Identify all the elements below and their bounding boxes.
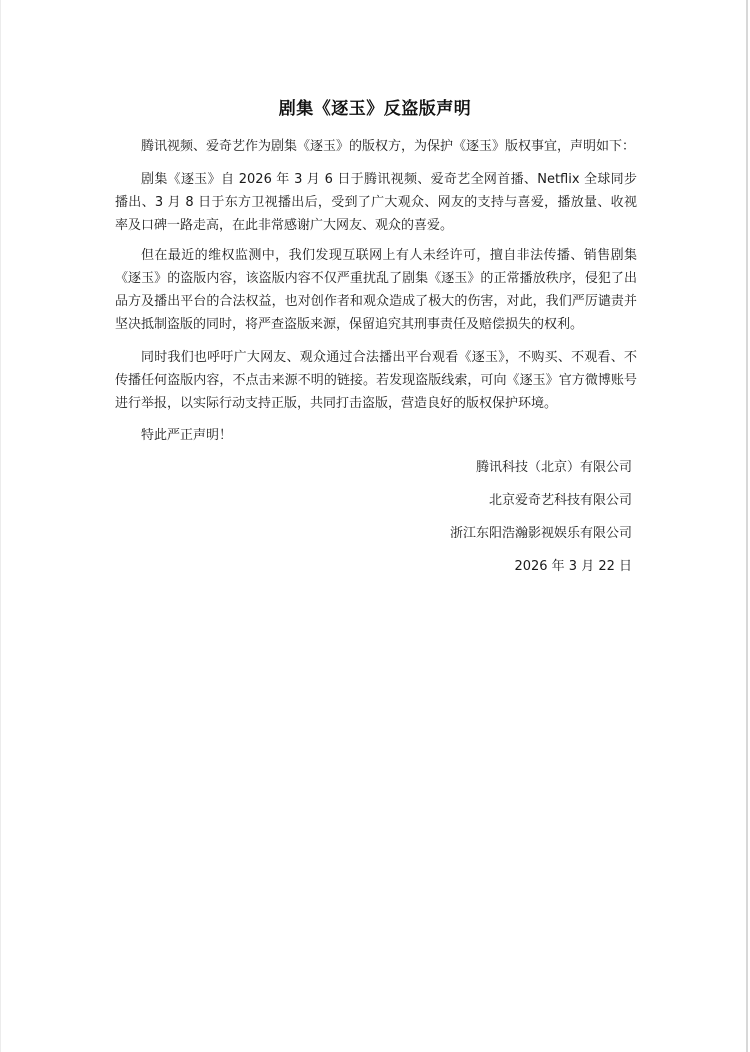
paragraph-closing: 特此严正声明！ — [141, 428, 233, 443]
paragraph-broadcast-info: 剧集《逐玉》自 2026 年 3 月 6 日于腾讯视频、爱奇艺全网首播、Netflix 全球同步播出、3 月 8 日于东方卫视播出后，受到了广大观众、网友的支持与喜爱，播放量、收视率及口碑一路走高，在此非常感谢广大网友、观众的喜爱。 — [115, 172, 637, 233]
signatory-tencent: 腾讯科技（北京）有限公司 — [475, 460, 632, 475]
signatory-iqiyi: 北京爱奇艺科技有限公司 — [488, 493, 632, 508]
document-date: 2026 年 3 月 22 日 — [514, 559, 632, 574]
paragraph-intro: 腾讯视频、爱奇艺作为剧集《逐玉》的版权方，为保护《逐玉》版权事宜，声明如下： — [141, 139, 636, 154]
signatory-haohan: 浙江东阳浩瀚影视娱乐有限公司 — [449, 526, 632, 541]
paragraph-appeal: 同时我们也呼吁广大网友、观众通过合法播出平台观看《逐玉》，不购买、不观看、不传播任何盗版内容，不点击来源不明的链接。若发现盗版线索，可向《逐玉》官方微博账号进行举报，以实际行动支持正版，共同打击盗版，营造良好的版权保护环境。 — [115, 350, 637, 411]
document-title: 剧集《逐玉》反盗版声明 — [278, 99, 472, 119]
paragraph-piracy-warning: 但在最近的维权监测中，我们发现互联网上有人未经许可，擅自非法传播、销售剧集《逐玉》的盗版内容，该盗版内容不仅严重扰乱了剧集《逐玉》的正常播放秩序，侵犯了出品方及播出平台的合法权益，也对创作者和观众造成了极大的伤害，对此，我们严厉谴责并坚决抵制盗版的同时，将严查盗版来源，保留追究其刑事责任及赔偿损失的权利。 — [115, 248, 637, 332]
